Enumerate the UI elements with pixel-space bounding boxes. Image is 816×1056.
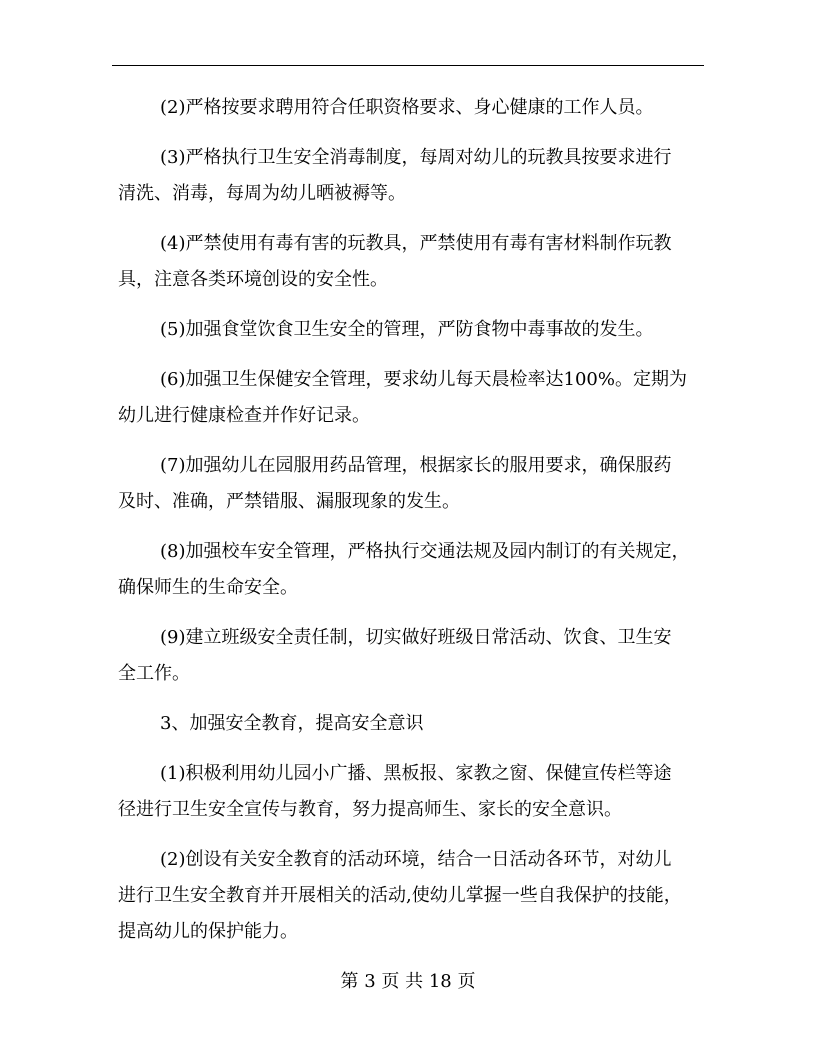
paragraph-line: (8)加强校车安全管理，严格执行交通法规及园内制订的有关规定， (160, 541, 690, 562)
page-footer (0, 968, 816, 996)
paragraph (118, 312, 708, 348)
paragraph (118, 534, 708, 606)
paragraph-line: (6)加强卫生保健安全管理，要求幼儿每天晨检率达100%。定期为 (160, 369, 687, 390)
paragraph-line: (7)加强幼儿在园服用药品管理，根据家长的服用要求，确保服药 (160, 455, 672, 476)
paragraph-line: 径进行卫生安全宣传与教育，努力提高师生、家长的安全意识。 (118, 799, 622, 820)
paragraph-line: (3)严格执行卫生安全消毒制度，每周对幼儿的玩教具按要求进行 (160, 147, 672, 168)
paragraph-line: 全工作。 (118, 663, 190, 684)
header-divider (112, 65, 704, 66)
paragraph (118, 756, 708, 828)
section-heading (118, 706, 708, 742)
paragraph-line: 清洗、消毒，每周为幼儿晒被褥等。 (118, 183, 406, 204)
paragraph (118, 140, 708, 212)
paragraph-line: 及时、准确，严禁错服、漏服现象的发生。 (118, 491, 460, 512)
paragraph (118, 362, 708, 434)
paragraph-line: (4)严禁使用有毒有害的玩教具，严禁使用有毒有害材料制作玩教 (160, 233, 672, 254)
paragraph (118, 842, 708, 950)
paragraph-line: 幼儿进行健康检查并作好记录。 (118, 405, 370, 426)
paragraph-line: 提高幼儿的保护能力。 (118, 921, 298, 942)
paragraph-line: (2)创设有关安全教育的活动环境，结合一日活动各环节，对幼儿 (160, 849, 672, 870)
paragraph-line: (2)严格按要求聘用符合任职资格要求、身心健康的工作人员。 (160, 97, 654, 118)
paragraph-line: (9)建立班级安全责任制，切实做好班级日常活动、饮食、卫生安 (160, 627, 672, 648)
paragraph (118, 448, 708, 520)
paragraph-line: 确保师生的生命安全。 (118, 577, 298, 598)
paragraph (118, 620, 708, 692)
paragraph-line: 具，注意各类环境创设的安全性。 (118, 269, 388, 290)
paragraph-line: 进行卫生安全教育并开展相关的活动,使幼儿掌握一些自我保护的技能， (118, 885, 682, 906)
page-number-label: 第 3 页 共 18 页 (340, 971, 476, 992)
section-heading-text: 3、加强安全教育，提高安全意识 (160, 713, 424, 734)
document-body (118, 90, 708, 964)
paragraph-line: (5)加强食堂饮食卫生安全的管理，严防食物中毒事故的发生。 (160, 319, 654, 340)
paragraph (118, 226, 708, 298)
paragraph (118, 90, 708, 126)
paragraph-line: (1)积极利用幼儿园小广播、黑板报、家教之窗、保健宣传栏等途 (160, 763, 672, 784)
